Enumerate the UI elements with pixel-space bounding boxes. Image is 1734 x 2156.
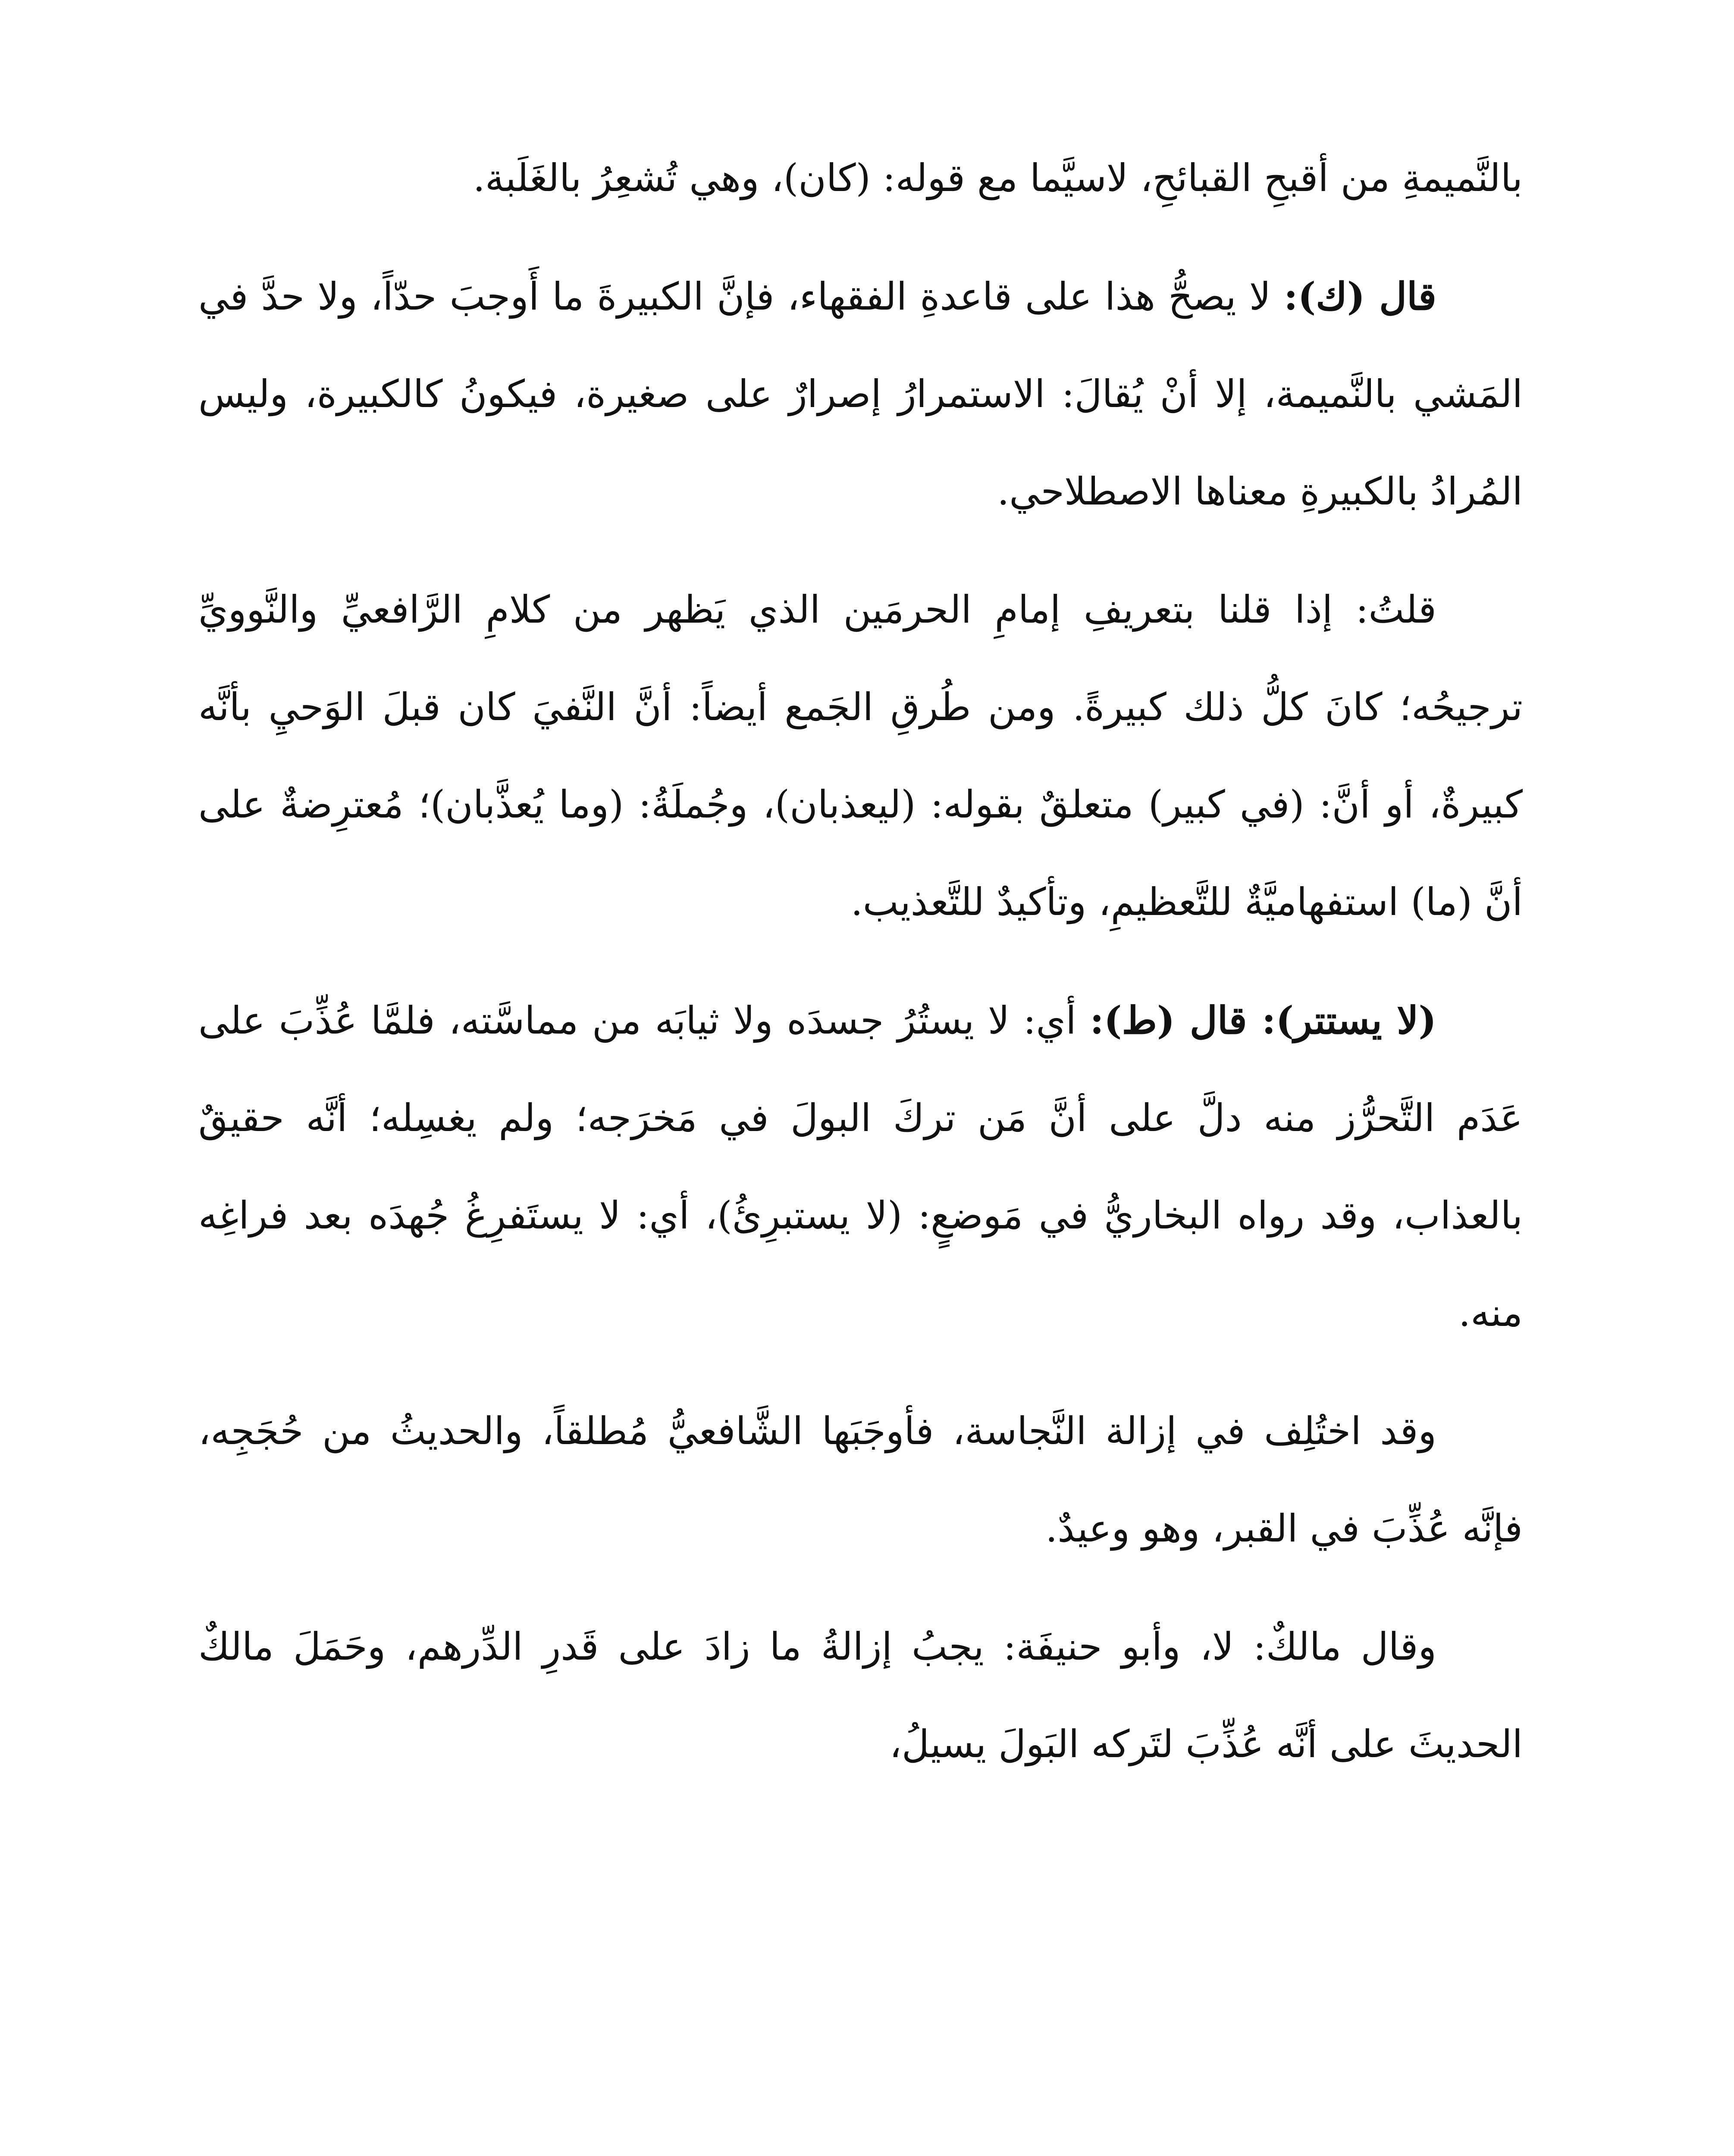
body-text [198,129,1523,1814]
paragraph-4 [198,971,1523,1362]
paragraph-2 [198,248,1523,540]
paragraph-2-heading: قال (ك): [1284,274,1436,319]
paragraph-5 [198,1382,1523,1577]
paragraph-6-text: وقال مالكٌ: لا، وأبو حنيفَة: يجبُ إزالةُ ما زادَ على قَدرِ الدِّرهم، وحَمَلَ مالكٌ الحديثَ على أنَّه عُذِّبَ لتَركه البَولَ يسيلُ، [198,1624,1523,1766]
paragraph-6 [198,1598,1523,1793]
paragraph-5-text: وقد اختُلِف في إزالة النَّجاسة، فأوجَبَها الشَّافعيُّ مُطلقاً، والحديثُ من حُجَجِه، فإنَّه عُذِّبَ في القبر، وهو وعيدٌ. [198,1409,1523,1551]
paragraph-3 [198,561,1523,951]
paragraph-3-text: قلتُ: إذا قلنا بتعريفِ إمامِ الحرمَين الذي يَظهر من كلامِ الرَّافعيِّ والنَّوويِّ ترجيحُه؛ كانَ كلُّ ذلك كبيرةً. ومن طُرقِ الجَمع أيضاً: أنَّ النَّفيَ كان قبلَ الوَحيِ بأنَّه كبيرةٌ، أو أنَّ: (في كبير) متعلقٌ بقوله: (ليعذبان)، وجُملَةُ: (وما يُعذَّبان)؛ مُعترِضةٌ على أنَّ (ما) استفهاميَّةٌ للتَّعظيمِ، وتأكيدٌ للتَّعذيب. [198,587,1523,924]
paragraph-2-text: لا يصحُّ هذا على قاعدةِ الفقهاء، فإنَّ الكبيرةَ ما أَوجبَ حدّاً، ولا حدَّ في المَشي بالنَّميمة، إلا أنْ يُقالَ: الاستمرارُ إصرارٌ على صغيرة، فيكونُ كالكبيرة، وليس المُرادُ بالكبيرةِ معناها الاصطلاحي. [198,274,1523,514]
paragraph-4-text: أي: لا يستُرُ جسدَه ولا ثيابَه من مماسَّته، فلمَّا عُذِّبَ على عَدَم التَّحرُّز منه دلَّ على أنَّ مَن تركَ البولَ في مَخرَجه؛ ولم يغسِله؛ أنَّه حقيقٌ بالعذاب، وقد رواه البخاريُّ في مَوضعٍ: (لا يستبرِئُ)، أي: لا يستَفرِغُ جُهدَه بعد فراغِه منه. [198,998,1523,1335]
paragraph-1-text: بالنَّميمةِ من أقبحِ القبائحِ، لاسيَّما مع قوله: (كان)، وهي تُشعِرُ بالغَلَبة. [473,156,1523,200]
paragraph-1 [198,129,1523,227]
paragraph-4-heading: (لا يستتر): قال (ط): [1090,998,1436,1043]
